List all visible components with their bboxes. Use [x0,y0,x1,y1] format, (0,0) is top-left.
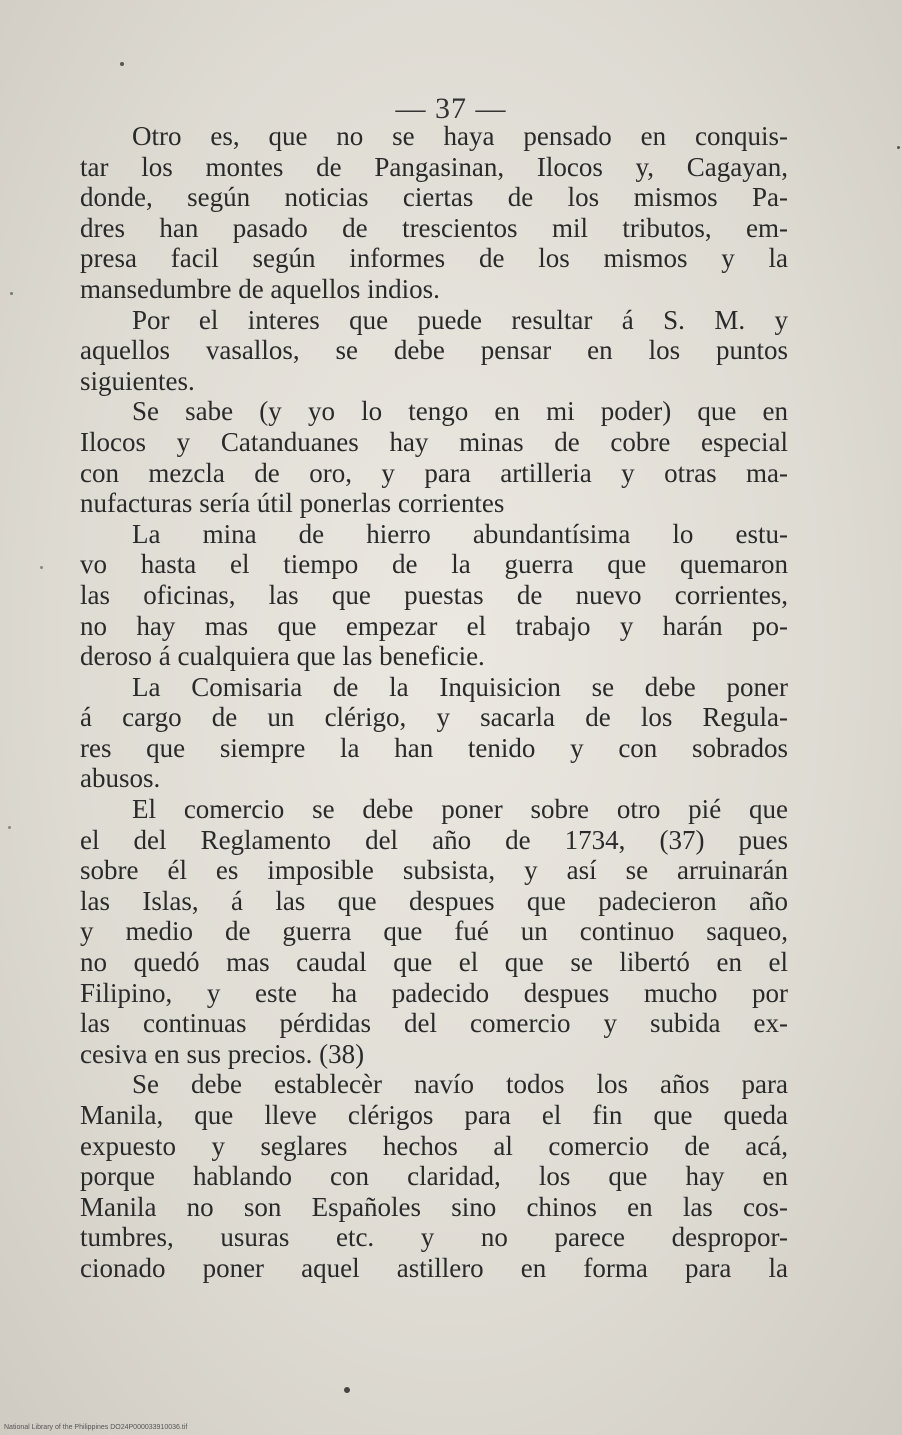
text-line: aquellos vasallos, se debe pensar en los puntos [80,335,788,366]
text-line: y medio de guerra que fué un continuo saqueo, [80,916,788,947]
page-number: — 37 — [395,92,507,125]
body-text [80,121,788,1284]
text-line: no quedó mas caudal que el que se libertó en el [80,947,788,978]
text-line: Manila, que lleve clérigos para el fin que queda [80,1100,788,1130]
text-line: cionado poner aquel astillero en forma para la [80,1252,788,1283]
text-line: Por el interes que puede resultar á S. M. y [132,304,788,335]
text-line: donde, según noticias ciertas de los mismos Pa- [80,182,788,213]
text-line: no hay mas que empezar el trabajo y harán po- [80,610,788,641]
text-line: El comercio se debe poner sobre otro pié que [132,794,788,825]
text-line: tar los montes de Pangasinan, Ilocos y, Cagayan, [80,151,788,182]
text-line: deroso á cualquiera que las beneficie. [80,641,485,672]
text-line: Ilocos y Catanduanes hay minas de cobre especial [80,426,788,457]
footer-credit: National Library of the Philippines DO24P000033910036.tif [4,1424,188,1431]
text-line: mansedumbre de aquellos indios. [80,273,440,304]
text-line: Otro es, que no se haya pensado en conquis- [132,121,788,151]
text-line: La mina de hierro abundantísima lo estu- [132,518,788,549]
text-line: sobre él es imposible subsista, y así se arruinarán [80,855,788,886]
ink-speck [344,1387,350,1393]
text-line: expuesto y seglares hechos al comercio de acá, [80,1130,788,1161]
text-line: tumbres, usuras etc. y no parece despropor- [80,1222,788,1253]
text-line: Filipino, y este ha padecido despues mucho por [80,977,788,1008]
text-line: Manila no son Españoles sino chinos en las cos- [80,1191,788,1222]
text-line: con mezcla de oro, y para artilleria y otras ma- [80,457,788,488]
text-line: siguientes. [80,365,195,396]
ink-speck [10,292,13,295]
text-line: las continuas pérdidas del comercio y subida ex- [80,1008,788,1039]
text-line: vo hasta el tiempo de la guerra que quemaron [80,549,788,580]
text-line: presa facil según informes de los mismos y la [80,243,788,274]
text-line: las Islas, á las que despues que padecieron año [80,885,788,916]
text-line: cesiva en sus precios. (38) [80,1038,365,1069]
ink-speck [8,826,11,829]
text-line: abusos. [80,763,161,794]
text-line: las oficinas, las que puestas de nuevo corrientes, [80,579,788,610]
text-line: La Comisaria de la Inquisicion se debe poner [132,671,788,702]
ink-speck [897,146,900,149]
text-line: Se sabe (y yo lo tengo en mi poder) que en [132,396,788,427]
text-line: el del Reglamento del año de 1734, (37) pues [80,824,788,855]
text-line: dres han pasado de trescientos mil tributos, em- [80,212,788,243]
text-line: á cargo de un clérigo, y sacarla de los Regula- [80,702,788,733]
text-line: porque hablando con claridad, los que hay en [80,1161,788,1192]
text-line: res que siempre la han tenido y con sobrados [80,732,788,763]
text-line: Se debe establecèr navío todos los años para [132,1069,788,1100]
text-line: nufacturas sería útil ponerlas corrientes [80,488,505,519]
ink-speck [40,566,43,569]
ink-speck [120,62,124,66]
